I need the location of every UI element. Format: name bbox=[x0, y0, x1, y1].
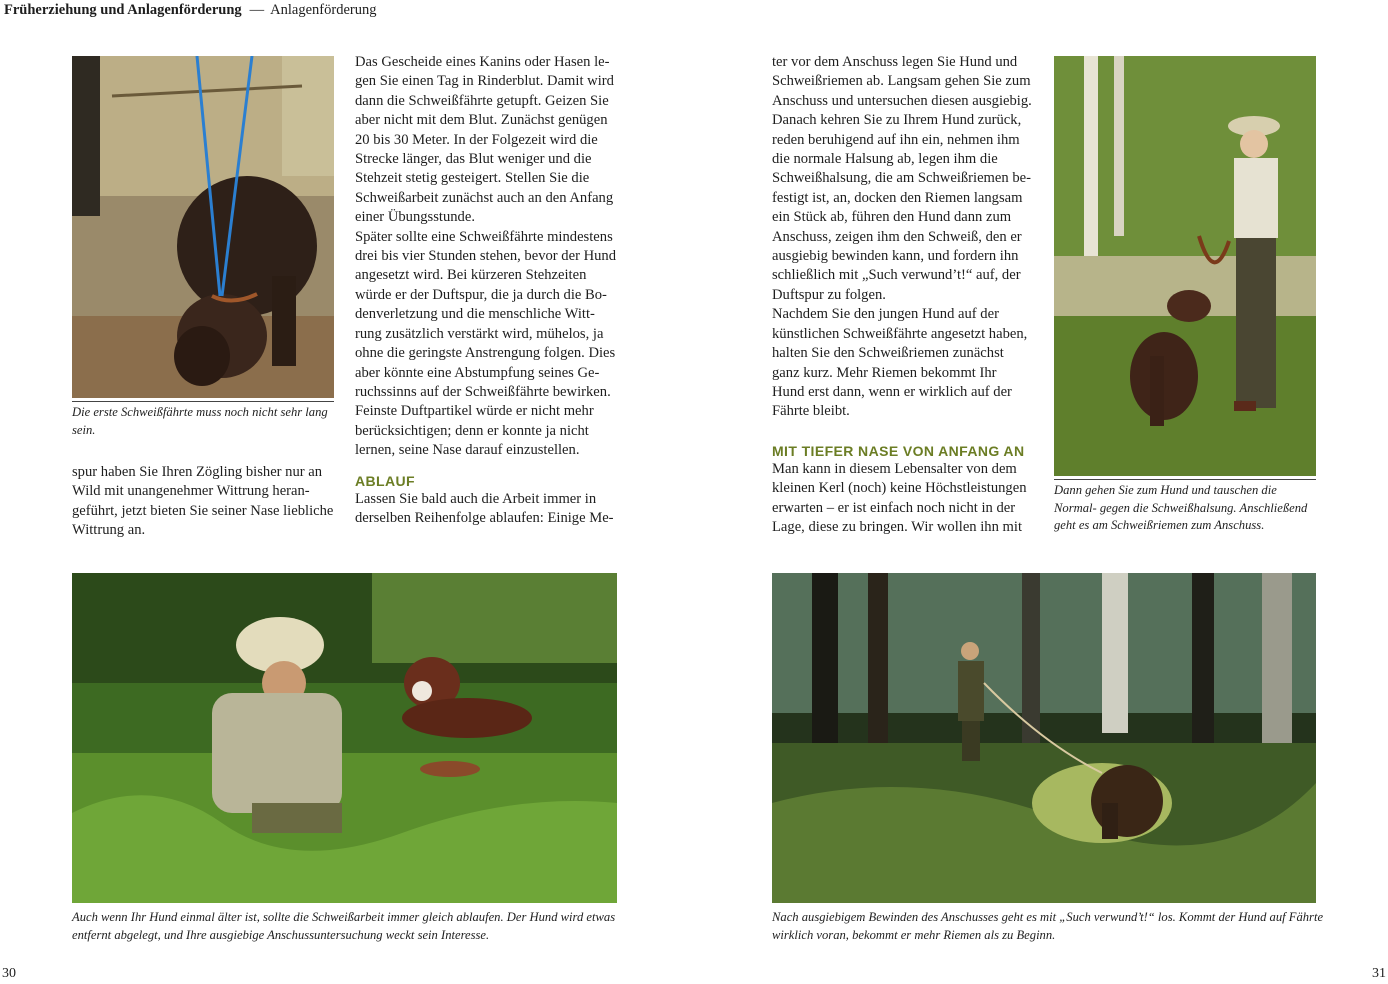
text-line: ohne die geringste Anstrengung folgen. Dies bbox=[355, 345, 616, 362]
text-line: reden beruhigend auf ihn ein, nehmen ihm bbox=[772, 131, 1020, 148]
text-line: ein Stück ab, führen den Hund dann zum bbox=[772, 209, 1012, 226]
text-line: berücksichtigen; denn er konnte ja nicht bbox=[355, 422, 589, 439]
running-header bbox=[4, 2, 376, 19]
text-line: aber nicht mit dem Blut. Zunächst genügen bbox=[355, 112, 608, 129]
text-column-2 bbox=[355, 53, 625, 528]
photo-forest-image bbox=[772, 573, 1316, 903]
header-separator: — bbox=[249, 2, 265, 18]
caption-photo-1: Die erste Schweißfährte muss noch nicht sehr lang sein. bbox=[72, 405, 328, 437]
text-line: ganz kurz. Mehr Riemen bekommt Ihr bbox=[772, 364, 997, 381]
text-line: einer Übungsstunde. bbox=[355, 209, 475, 226]
text-line: Anschuss und untersuchen diesen ausgiebig. bbox=[772, 92, 1032, 109]
text-line: Fährte bleibt. bbox=[772, 403, 850, 420]
text-line: dann die Schweißfährte getupft. Geizen Sie bbox=[355, 92, 609, 109]
text-line: Stehzeit stetig gesteigert. Stellen Sie die bbox=[355, 170, 590, 187]
text-line: rung zusätzlich verstärkt wird, mühelos, ja bbox=[355, 325, 604, 342]
text-line: gen Sie einen Tag in Rinderblut. Damit wird bbox=[355, 73, 614, 90]
photo-puppy-on-leash bbox=[72, 56, 334, 398]
page-number-right: 31 bbox=[1372, 966, 1386, 981]
page-number-left: 30 bbox=[2, 966, 16, 981]
subhead-ablauf: ABLAUF bbox=[355, 472, 415, 489]
text-line: Lassen Sie bald auch die Arbeit immer in bbox=[355, 490, 597, 507]
text-line: Wild mit unangenehmer Wittrung heran- bbox=[72, 483, 310, 500]
text-line: Duftspur zu folgen. bbox=[772, 286, 886, 303]
text-line: denverletzung und die menschliche Witt- bbox=[355, 306, 595, 323]
text-line: erwarten – er ist einfach noch nicht in der bbox=[772, 499, 1016, 516]
text-line: Strecke länger, das Blut weniger und die bbox=[355, 151, 592, 168]
text-line: ausgiebig bewinden kann, und fordern ihn bbox=[772, 248, 1019, 265]
text-line: würde er der Duftspur, die ja durch die Bo- bbox=[355, 286, 607, 303]
photo-woman-with-dog bbox=[1054, 56, 1316, 476]
text-line: 20 bis 30 Meter. In der Folgezeit wird die bbox=[355, 131, 598, 148]
photo-woman-image bbox=[1054, 56, 1316, 476]
text-line: Nachdem Sie den jungen Hund auf der bbox=[772, 306, 999, 323]
text-line: ter vor dem Anschuss legen Sie Hund und bbox=[772, 54, 1018, 70]
subhead-mit-tiefer-nase: MIT TIEFER NASE VON ANFANG AN bbox=[772, 442, 1025, 459]
text-line: schließlich mit „Such verwund’t!“ auf, der bbox=[772, 267, 1021, 284]
caption-rule-1 bbox=[72, 401, 334, 402]
section-title: Anlagenförderung bbox=[270, 2, 377, 18]
text-line: Schweißarbeit zunächst auch an den Anfang bbox=[355, 189, 614, 206]
text-line: Das Gescheide eines Kanins oder Hasen le- bbox=[355, 54, 610, 70]
text-line: künstlichen Schweißfährte angesetzt haben, bbox=[772, 325, 1028, 342]
text-line: lernen, seine Nase darauf einzustellen. bbox=[355, 442, 580, 459]
text-line: aber könnte eine Abstumpfung seines Ge- bbox=[355, 364, 600, 381]
text-line: Später sollte eine Schweißfährte mindestens bbox=[355, 228, 613, 245]
text-line: Lage, diese zu bringen. Wir wollen ihn mit bbox=[772, 518, 1023, 535]
text-column-1 bbox=[72, 463, 342, 541]
photo-man-kneeling bbox=[72, 573, 617, 903]
caption-photo-3: Auch wenn Ihr Hund einmal älter ist, sollte die Schweißarbeit immer gleich ablaufen. Der Hund wird etwas entfernt abgelegt, und Ihre ausgiebige Anschussuntersuchung weckt sein Interesse. bbox=[72, 910, 616, 942]
text-line: die normale Halsung ab, legen ihm die bbox=[772, 151, 998, 168]
text-line: Hund erst dann, wenn er wirklich auf der bbox=[772, 383, 1012, 400]
text-line: Danach kehren Sie zu Ihrem Hund zurück, bbox=[772, 112, 1022, 129]
text-column-3 bbox=[772, 53, 1044, 537]
photo-forest-dog bbox=[772, 573, 1316, 903]
text-line: Schweißriemen ab. Langsam gehen Sie zum bbox=[772, 73, 1031, 90]
photo-man-image bbox=[72, 573, 617, 903]
caption-photo-4: Nach ausgiebigem Bewinden des Anschusses geht es mit „Such verwund’t!“ los. Kommt der Hund auf Fährte wirklich voran, bekommt er mehr Riemen als zu Beginn. bbox=[772, 910, 1324, 942]
text-line: drei bis vier Stunden stehen, bevor der Hund bbox=[355, 248, 617, 265]
chapter-title: Früherziehung und Anlagenförderung bbox=[4, 2, 242, 18]
text-line: halten Sie den Schweißriemen zunächst bbox=[772, 345, 1004, 362]
text-line: Schweißhalsung, die am Schweißriemen be- bbox=[772, 170, 1031, 187]
text-line: Anschuss, zeigen ihm den Schweiß, den er bbox=[772, 228, 1022, 245]
text-line: Man kann in diesem Lebensalter von dem bbox=[772, 460, 1017, 477]
text-line: ruchssinns auf der Schweißfährte bewirken. bbox=[355, 383, 611, 400]
caption-rule-2 bbox=[1054, 479, 1316, 480]
text-line: Wittrung an. bbox=[72, 522, 146, 539]
text-line: kleinen Kerl (noch) keine Höchstleistungen bbox=[772, 480, 1027, 497]
text-line: festigt ist, an, docken den Riemen langsam bbox=[772, 189, 1023, 206]
photo-puppy-image bbox=[72, 56, 334, 398]
text-line: angesetzt wird. Bei kürzeren Stehzeiten bbox=[355, 267, 587, 284]
caption-photo-2: Dann gehen Sie zum Hund und tauschen die Normal- gegen die Schweißhalsung. Anschließend geht es am Schweißriemen zum Anschuss. bbox=[1054, 483, 1308, 533]
text-line: spur haben Sie Ihren Zögling bisher nur an bbox=[72, 464, 323, 480]
text-line: derselben Reihenfolge ablaufen: Einige Me- bbox=[355, 509, 614, 526]
text-line: Feinste Duftpartikel würde er nicht mehr bbox=[355, 403, 594, 420]
text-line: geführt, jetzt bieten Sie seiner Nase liebliche bbox=[72, 502, 334, 519]
